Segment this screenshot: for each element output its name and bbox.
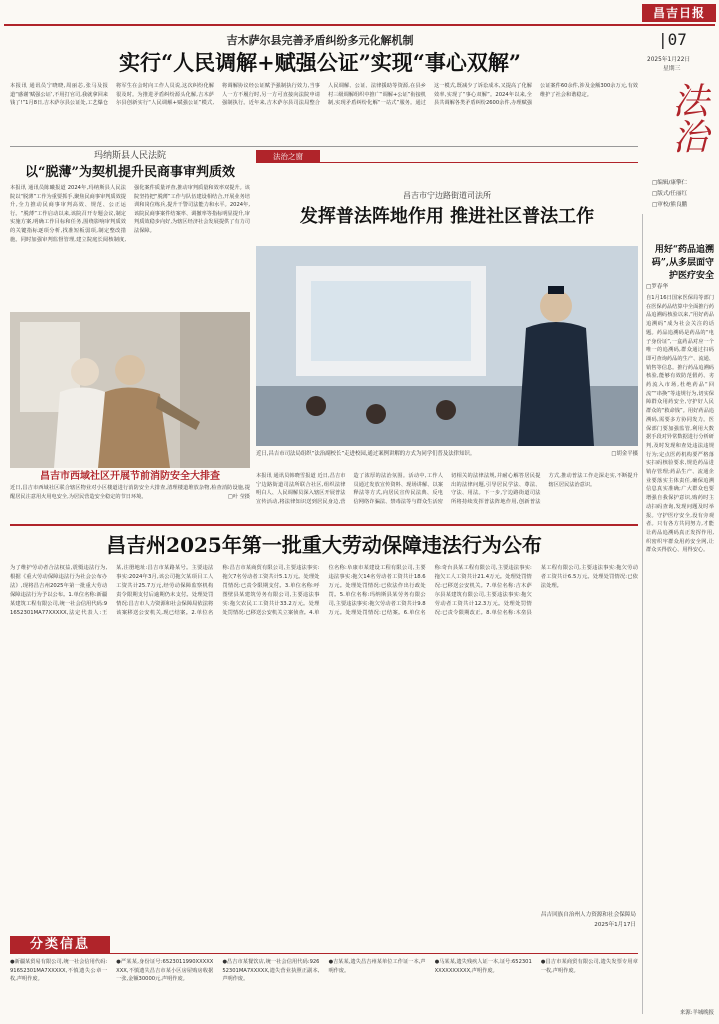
photo1-credit: □叶 莹摄: [227, 493, 250, 500]
article2-byline: 玛纳斯县人民法院: [93, 151, 166, 161]
classroom-photo: [256, 246, 638, 446]
classified-item: ●严某某,身份证号:6523011990XXXXXXXX,不慎遗失昌吉市某小区房屋购房收据一张,金额30000元,声明作废。: [116, 959, 214, 983]
classified-item: ●新疆某贸易有限公司,统一社会信用代码:91652301MA7XXXXX,不慎遗失公章一枚,声明作废。: [10, 959, 108, 983]
classified-item: ●昌吉市某商贸有限公司,遗失发票专用章一枚,声明作废。: [540, 959, 638, 974]
article3-headline: 发挥普法阵地作用 推进社区普法工作: [299, 206, 595, 227]
divider-1: [10, 146, 638, 147]
newspaper-logo: 昌吉日报: [642, 4, 716, 22]
issue-weekday: 星期三: [663, 66, 681, 72]
article3-tag-text: 法治之窗: [273, 152, 303, 161]
photo1-note-text: 近日,昌吉市西域社区联合辖区物业对小区楼道进行消防安全大排查,清理楼道堆放杂物,检查消防设施,提醒居民注意用火用电安全,为居民营造安全稳定的节日环境。: [10, 485, 250, 500]
article3-body: 本报讯 通讯员韩晓雪报道 近日,昌吉市宁边路街道司法所联合社区,组织法律明白人、人民调解员深入辖区开展普法宣传活动,将法律知识送到居民身边,营造了浓厚的法治氛围。活动中,工作人员通过发放宣传资料、现场讲解、以案释法等方式,向居民宣传民法典、反电信网络诈骗法、禁毒法等与群众生活密切相关的法律法规,并耐心解答居民提出的法律问题,引导居民学法、尊法、守法、用法。下一步,宁边路街道司法所将持续发挥普法阵地作用,创新普法方式,推动普法工作走深走实,不断提升辖区居民法治意识。: [256, 473, 638, 505]
commentary-body: 自1月16日国家医保局等部门在医保药品结算中全面推行药品追溯码核验以来,“用好药品追溯码”成为社会关注的话题。药品追溯码是药品的“电子身份证”,一盒药品对应一个唯一的追溯码,群众通过扫码即可查询药品的生产、流通、销售等信息。推行药品追溯码核验,能够有效防范假药、劣药流入市场,杜绝药品“回流”“串换”等违规行为,切实保障群众用药安全,守护好人民群众的“救命钱”。用好药品追溯码,需要多方协同发力。医保部门要加强监管,利用大数据手段对异常数据进行分析研判,及时发现和查处违法违规行为;定点医药机构要严格落实扫码核验要求,规范药品进销存管理;药品生产、流通企业要落实主体责任,确保追溯信息真实准确;广大群众也要增强自我保护意识,购药时主动扫码查询,发现问题及时举报。守护医疗安全,没有旁观者。只有各方共同努力,才能让药品追溯码真正发挥作用,织密织牢群众用药安全网,让群众买得放心、用得安心。: [646, 295, 714, 554]
article3-tag-rule: [256, 162, 638, 163]
article2-headline: 以“脱薄”为契机提升民商事审判质效: [25, 165, 235, 180]
commentary-divider: [642, 214, 643, 1014]
column-proof: □版式/任丽红: [652, 191, 688, 197]
classroom-photo-credit: □胡金平摄: [611, 451, 638, 457]
column-check: □审校/熊良鹏: [652, 202, 688, 208]
column-editor: □编辑/康擎仁: [652, 180, 688, 186]
article1-headline: 实行“人民调解+赋强公证”实现“事心双解”: [119, 50, 521, 75]
photo1-caption: 昌吉市西域社区开展节前消防安全大排查: [40, 471, 220, 482]
classroom-photo-caption-text: 近日,昌吉市司法局组织“法治副校长”走进校园,通过案例讲解的方式为同学们普及法律知识。: [256, 451, 476, 457]
column-title: 法治: [667, 82, 708, 154]
article2-body: 本报讯 通讯员陈曦报道 2024年,玛纳斯县人民法院以“脱薄”工作为重要抓手,聚焦民商事审判质效提升,全力推动民商事审判高效、规范、公正运行。“脱薄”工作启动以来,该院召开专题会议,制定实施方案,明确工作目标和任务,围绕影响审判质效的关键指标逐项分析,找准短板弱项,制定整改措施。同时加强审判监督管理,建立院庭长阅核制度,强化案件质量评查,推动审判质量和效率双提升。该院坚持把“脱薄”工作与队伍建设相结合,开展业务培训和岗位练兵,提升干警司法能力和水平。2024年,该院民商事案件结案率、调撤率等指标明显提升,审判质效稳步向好,为辖区经济社会发展提供了有力司法保障。: [10, 185, 250, 243]
commentary-headline: 用好“药品追溯码”,从多层面守护医疗安全: [651, 245, 714, 281]
article4-headline: 昌吉州2025年第一批重大劳动保障违法行为公布: [106, 533, 542, 557]
classified-item: ●吉某某,遗失昌吉州某单位工作证一本,声明作废。: [328, 959, 426, 974]
article3-byline: 昌吉市宁边路街道司法所: [403, 191, 491, 200]
page-number: |07: [658, 30, 687, 49]
classified-item: ●马某某,遗失残疾人证一本,证号:652301XXXXXXXXXX,声明作废。: [434, 959, 532, 974]
classroom-photo-art: [256, 246, 638, 446]
classified-item: ●昌吉市某餐饮店,统一社会信用代码:92652301MA7XXXXX,遗失营业执照正副本,声明作废。: [222, 959, 320, 983]
fire-safety-photo-art: [10, 312, 250, 468]
page-number-text: 07: [667, 30, 687, 49]
classifieds-banner: [10, 936, 110, 954]
commentary-author: □罗春华: [646, 284, 669, 290]
article1-body: 本报讯 通讯员宁晓晓,周丽芯,张马及报道“感谢‘赋强公证’,不用打官司,我就拿回来钱了!”1月8日,吉木萨尔县公证处,工艺爆仓将军生在会时向工作人员说,这次纠纷化解很及时。为推进矛盾纠纷源头化解,吉木萨尔县创新实行“人民调解+赋强公证”模式,将调解协议经公证赋予强制执行效力,当事人一方不履行时,另一方可直接向法院申请强制执行。近年来,吉木萨尔县司法局整合人民调解、公证、法律援助等资源,在县乡村三级调解组织中推广“调解+公证”衔接机制,实现矛盾纠纷化解“一站式”服务。通过这一模式,既减少了诉讼成本,又提高了化解效率,实现了“事心双解”。2024年以来,全县共调解各类矛盾纠纷2600余件,办理赋强公证案件60余件,涉及金额300余万元,有效维护了社会和谐稳定。: [10, 83, 638, 107]
classifieds-title: 分类信息: [29, 937, 90, 952]
commentary-source: 来源:羊城晚报: [679, 1010, 714, 1016]
classroom-photo-caption: [256, 450, 638, 470]
article4-signature: 昌吉回族自治州人力资源和社会保障局: [540, 912, 636, 918]
masthead-rule: [4, 24, 715, 26]
classifieds-list: [10, 958, 638, 1018]
issue-date: 2025年1月22日: [647, 57, 691, 63]
article4-top-rule: [10, 524, 638, 526]
classifieds-rule: [110, 953, 638, 954]
article4-body: 为了维护劳动者合法权益,震慑违法行为,根据《重大劳动保障违法行为社会公布办法》,现将昌吉州2025年第一批重大劳动保障违法行为予以公布。1.单位名称:新疆某建筑工程有限公司,统一社会信用代码:91652301MA77XXXXX,法定代表人:王某,注册地址:昌吉市某路某号。主要违法事实:2024年3月,该公司拖欠某项目工人工资共计25.7万元,经劳动保障监察机构责令限期支付后逾期仍未支付。处理处罚情况:昌吉市人力资源和社会保障局依法将该案移送公安机关,现已结案。2.单位名称:昌吉市某商贸有限公司,主要违法事实:拖欠7名劳动者工资共计5.1万元。处理处罚情况:已责令限期支付。3.单位名称:呼图壁县某建筑劳务有限公司,主要违法事实:拖欠农民工工资共计33.2万元。处理处罚情况:已移送公安机关立案侦查。4.单位名称:阜康市某建设工程有限公司,主要违法事实:拖欠14名劳动者工资共计18.6万元。处理处罚情况:已依法作出行政处罚。5.单位名称:玛纳斯县某劳务有限公司,主要违法事实:拖欠劳动者工资共计9.8万元。处理处罚情况:已结案。6.单位名称:奇台县某工程有限公司,主要违法事实:拖欠工人工资共计21.4万元。处理处罚情况:已移送公安机关。7.单位名称:吉木萨尔县某建筑有限公司,主要违法事实:拖欠劳动者工资共计12.3万元。处理处罚情况:已责令限期改正。8.单位名称:木垒县某工程有限公司,主要违法事实:拖欠劳动者工资共计6.5万元。处理处罚情况:已依法处理。: [10, 565, 638, 616]
photo1-note: [10, 484, 250, 514]
article4-date: 2025年1月17日: [594, 922, 636, 928]
article1-kicker: 吉木萨尔县完善矛盾纠纷多元化解机制: [226, 34, 414, 47]
fire-safety-photo: [10, 312, 250, 468]
